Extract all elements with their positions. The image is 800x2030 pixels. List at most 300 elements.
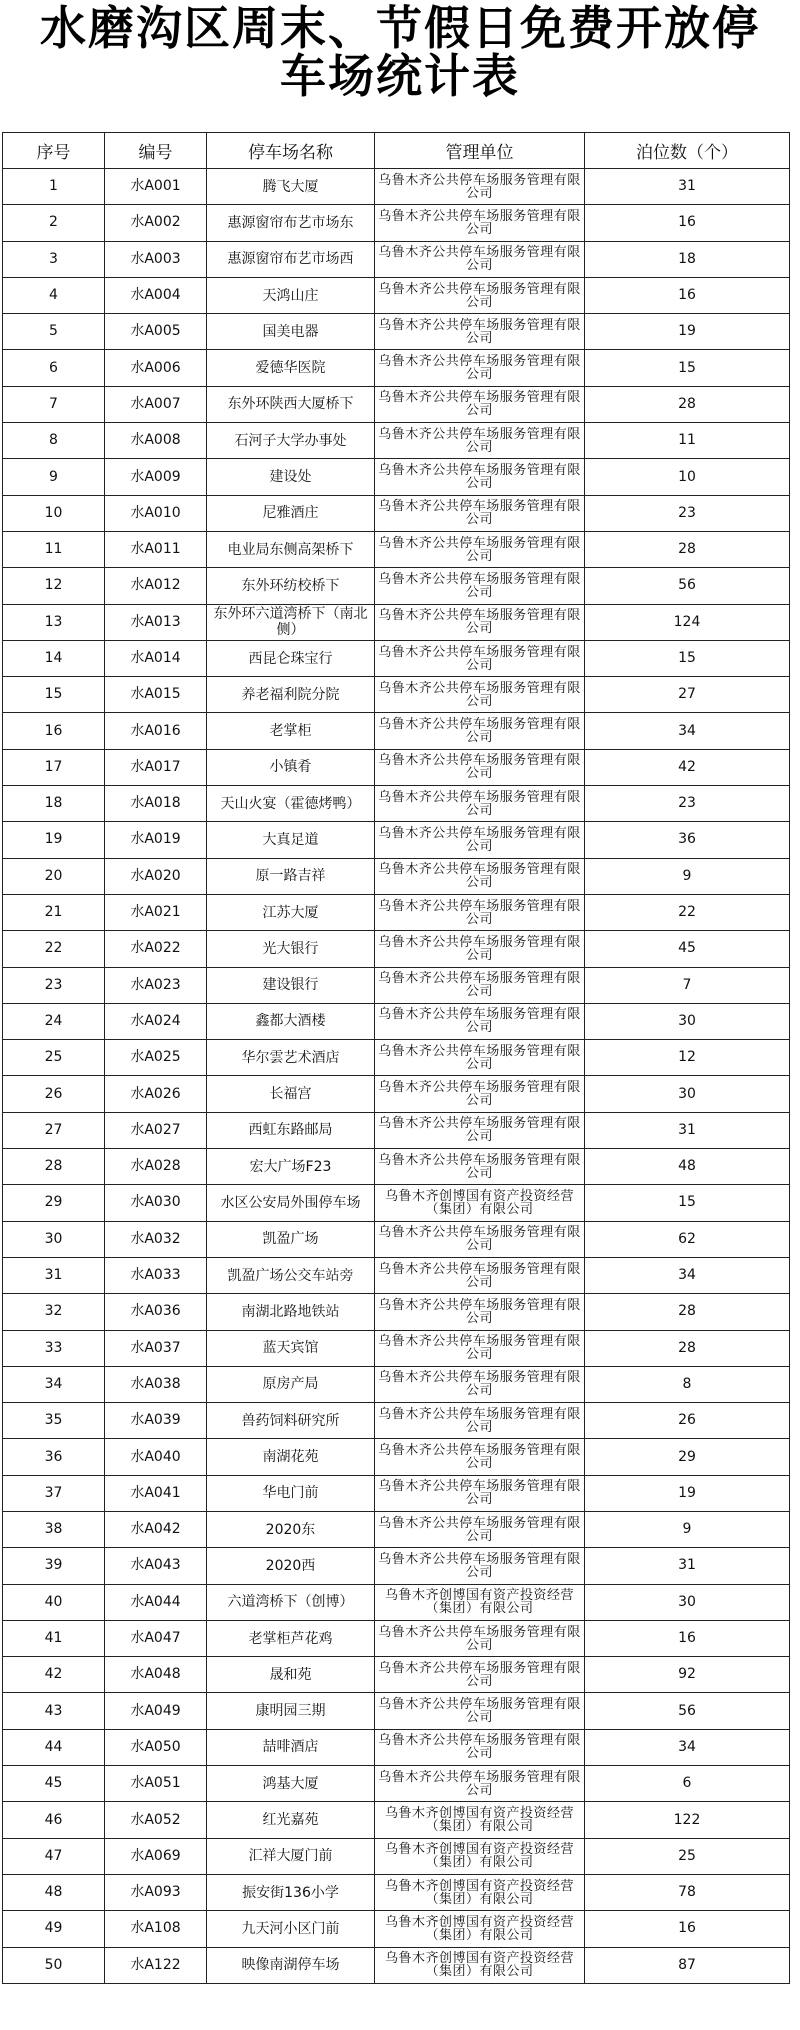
cell-spaces: 36	[585, 822, 790, 858]
table-row	[3, 241, 790, 277]
cell-spaces: 15	[585, 1185, 790, 1221]
cell-spaces: 29	[585, 1439, 790, 1475]
table-row	[3, 1040, 790, 1076]
cell-spaces: 122	[585, 1802, 790, 1838]
cell-name: 爱德华医院	[207, 350, 375, 386]
cell-name: 老掌柜	[207, 713, 375, 749]
cell-manager: 乌鲁木齐创博国有资产投资经营（集团）有限公司	[375, 1874, 585, 1910]
cell-code: 水A013	[105, 604, 207, 640]
cell-seq: 28	[3, 1149, 105, 1185]
cell-seq: 50	[3, 1947, 105, 1983]
cell-code: 水A009	[105, 459, 207, 495]
cell-code: 水A006	[105, 350, 207, 386]
cell-seq: 48	[3, 1874, 105, 1910]
cell-seq: 4	[3, 277, 105, 313]
table-row	[3, 1657, 790, 1693]
table-row	[3, 277, 790, 313]
cell-spaces: 30	[585, 1584, 790, 1620]
table-row	[3, 1366, 790, 1402]
title-line-1: 水磨沟区周末、节假日免费开放停	[40, 1, 760, 55]
table-row	[3, 858, 790, 894]
cell-spaces: 28	[585, 1294, 790, 1330]
cell-manager: 乌鲁木齐公共停车场服务管理有限公司	[375, 459, 585, 495]
cell-spaces: 10	[585, 459, 790, 495]
parking-table	[2, 132, 790, 1984]
table-row	[3, 423, 790, 459]
cell-code: 水A032	[105, 1221, 207, 1257]
table-row	[3, 531, 790, 567]
cell-seq: 16	[3, 713, 105, 749]
cell-manager: 乌鲁木齐公共停车场服务管理有限公司	[375, 1475, 585, 1511]
table-row	[3, 1874, 790, 1910]
cell-code: 水A005	[105, 314, 207, 350]
cell-spaces: 56	[585, 1693, 790, 1729]
cell-spaces: 19	[585, 314, 790, 350]
table-row	[3, 386, 790, 422]
cell-spaces: 27	[585, 677, 790, 713]
cell-code: 水A036	[105, 1294, 207, 1330]
cell-spaces: 78	[585, 1874, 790, 1910]
table-row	[3, 931, 790, 967]
cell-code: 水A050	[105, 1729, 207, 1765]
table-row	[3, 604, 790, 640]
cell-name: 尼雅酒庄	[207, 495, 375, 531]
cell-spaces: 26	[585, 1403, 790, 1439]
cell-manager: 乌鲁木齐公共停车场服务管理有限公司	[375, 1366, 585, 1402]
cell-spaces: 23	[585, 786, 790, 822]
cell-manager: 乌鲁木齐公共停车场服务管理有限公司	[375, 495, 585, 531]
cell-manager: 乌鲁木齐创博国有资产投资经营（集团）有限公司	[375, 1911, 585, 1947]
cell-code: 水A040	[105, 1439, 207, 1475]
cell-name: 水区公安局外围停车场	[207, 1185, 375, 1221]
table-row	[3, 967, 790, 1003]
cell-spaces: 28	[585, 531, 790, 567]
cell-code: 水A020	[105, 858, 207, 894]
cell-manager: 乌鲁木齐公共停车场服务管理有限公司	[375, 604, 585, 640]
cell-code: 水A038	[105, 1366, 207, 1402]
cell-seq: 12	[3, 568, 105, 604]
cell-spaces: 30	[585, 1076, 790, 1112]
cell-manager: 乌鲁木齐公共停车场服务管理有限公司	[375, 858, 585, 894]
cell-seq: 35	[3, 1403, 105, 1439]
cell-manager: 乌鲁木齐创博国有资产投资经营（集团）有限公司	[375, 1802, 585, 1838]
cell-manager: 乌鲁木齐创博国有资产投资经营（集团）有限公司	[375, 1838, 585, 1874]
table-row	[3, 1584, 790, 1620]
table-row	[3, 350, 790, 386]
cell-seq: 26	[3, 1076, 105, 1112]
cell-seq: 45	[3, 1766, 105, 1802]
cell-name: 南湖花苑	[207, 1439, 375, 1475]
cell-manager: 乌鲁木齐公共停车场服务管理有限公司	[375, 1221, 585, 1257]
cell-code: 水A021	[105, 894, 207, 930]
cell-spaces: 16	[585, 277, 790, 313]
table-row	[3, 1620, 790, 1656]
cell-seq: 14	[3, 640, 105, 676]
cell-code: 水A043	[105, 1548, 207, 1584]
cell-spaces: 31	[585, 169, 790, 205]
cell-spaces: 7	[585, 967, 790, 1003]
cell-manager: 乌鲁木齐公共停车场服务管理有限公司	[375, 1403, 585, 1439]
cell-name: 建设处	[207, 459, 375, 495]
cell-code: 水A026	[105, 1076, 207, 1112]
table-row	[3, 1257, 790, 1293]
cell-code: 水A022	[105, 931, 207, 967]
cell-code: 水A108	[105, 1911, 207, 1947]
cell-seq: 33	[3, 1330, 105, 1366]
cell-code: 水A007	[105, 386, 207, 422]
cell-seq: 40	[3, 1584, 105, 1620]
cell-seq: 9	[3, 459, 105, 495]
cell-seq: 25	[3, 1040, 105, 1076]
cell-name: 原房产局	[207, 1366, 375, 1402]
cell-code: 水A037	[105, 1330, 207, 1366]
cell-manager: 乌鲁木齐公共停车场服务管理有限公司	[375, 1330, 585, 1366]
cell-code: 水A049	[105, 1693, 207, 1729]
table-body	[3, 169, 790, 1984]
table-row	[3, 1838, 790, 1874]
cell-seq: 21	[3, 894, 105, 930]
cell-seq: 23	[3, 967, 105, 1003]
table-row	[3, 749, 790, 785]
table-row	[3, 1911, 790, 1947]
cell-seq: 36	[3, 1439, 105, 1475]
cell-seq: 37	[3, 1475, 105, 1511]
cell-manager: 乌鲁木齐公共停车场服务管理有限公司	[375, 1003, 585, 1039]
cell-spaces: 8	[585, 1366, 790, 1402]
table-row	[3, 677, 790, 713]
cell-spaces: 25	[585, 1838, 790, 1874]
cell-seq: 39	[3, 1548, 105, 1584]
cell-name: 石河子大学办事处	[207, 423, 375, 459]
cell-manager: 乌鲁木齐公共停车场服务管理有限公司	[375, 205, 585, 241]
cell-spaces: 56	[585, 568, 790, 604]
cell-name: 晟和苑	[207, 1657, 375, 1693]
table-row	[3, 822, 790, 858]
cell-name: 九天河小区门前	[207, 1911, 375, 1947]
table-row	[3, 1802, 790, 1838]
cell-seq: 24	[3, 1003, 105, 1039]
cell-spaces: 6	[585, 1766, 790, 1802]
cell-spaces: 11	[585, 423, 790, 459]
cell-spaces: 87	[585, 1947, 790, 1983]
table-row	[3, 205, 790, 241]
cell-name: 华尔雲艺术酒店	[207, 1040, 375, 1076]
cell-code: 水A033	[105, 1257, 207, 1293]
cell-spaces: 31	[585, 1112, 790, 1148]
cell-code: 水A004	[105, 277, 207, 313]
cell-spaces: 19	[585, 1475, 790, 1511]
cell-seq: 43	[3, 1693, 105, 1729]
cell-seq: 29	[3, 1185, 105, 1221]
header-spaces: 泊位数（个）	[585, 133, 790, 169]
cell-name: 蓝天宾馆	[207, 1330, 375, 1366]
cell-code: 水A015	[105, 677, 207, 713]
table-row	[3, 495, 790, 531]
cell-code: 水A010	[105, 495, 207, 531]
cell-seq: 44	[3, 1729, 105, 1765]
table-row	[3, 713, 790, 749]
cell-name: 建设银行	[207, 967, 375, 1003]
cell-spaces: 30	[585, 1003, 790, 1039]
table-row	[3, 1729, 790, 1765]
table-row	[3, 1766, 790, 1802]
cell-name: 凯盈广场公交车站旁	[207, 1257, 375, 1293]
cell-spaces: 62	[585, 1221, 790, 1257]
cell-name: 宏大广场F23	[207, 1149, 375, 1185]
cell-code: 水A018	[105, 786, 207, 822]
cell-spaces: 9	[585, 858, 790, 894]
table-row	[3, 459, 790, 495]
cell-spaces: 34	[585, 1729, 790, 1765]
cell-name: 鑫都大酒楼	[207, 1003, 375, 1039]
cell-seq: 22	[3, 931, 105, 967]
cell-manager: 乌鲁木齐公共停车场服务管理有限公司	[375, 640, 585, 676]
cell-code: 水A019	[105, 822, 207, 858]
cell-manager: 乌鲁木齐公共停车场服务管理有限公司	[375, 1439, 585, 1475]
table-row	[3, 1112, 790, 1148]
cell-seq: 41	[3, 1620, 105, 1656]
cell-manager: 乌鲁木齐公共停车场服务管理有限公司	[375, 1693, 585, 1729]
table-row	[3, 568, 790, 604]
cell-name: 惠源窗帘布艺市场西	[207, 241, 375, 277]
cell-code: 水A093	[105, 1874, 207, 1910]
cell-manager: 乌鲁木齐公共停车场服务管理有限公司	[375, 1294, 585, 1330]
cell-seq: 10	[3, 495, 105, 531]
cell-spaces: 22	[585, 894, 790, 930]
cell-manager: 乌鲁木齐公共停车场服务管理有限公司	[375, 967, 585, 1003]
cell-seq: 42	[3, 1657, 105, 1693]
cell-seq: 2	[3, 205, 105, 241]
cell-name: 西昆仑珠宝行	[207, 640, 375, 676]
table-row	[3, 1548, 790, 1584]
cell-spaces: 42	[585, 749, 790, 785]
cell-seq: 47	[3, 1838, 105, 1874]
table-row	[3, 894, 790, 930]
cell-manager: 乌鲁木齐公共停车场服务管理有限公司	[375, 169, 585, 205]
cell-name: 电业局东侧高架桥下	[207, 531, 375, 567]
table-row	[3, 1003, 790, 1039]
cell-name: 鸿基大厦	[207, 1766, 375, 1802]
cell-name: 南湖北路地铁站	[207, 1294, 375, 1330]
table-row	[3, 1693, 790, 1729]
cell-code: 水A042	[105, 1511, 207, 1547]
cell-code: 水A012	[105, 568, 207, 604]
cell-spaces: 45	[585, 931, 790, 967]
cell-seq: 5	[3, 314, 105, 350]
cell-code: 水A122	[105, 1947, 207, 1983]
cell-spaces: 28	[585, 386, 790, 422]
cell-name: 凯盈广场	[207, 1221, 375, 1257]
cell-seq: 17	[3, 749, 105, 785]
cell-seq: 15	[3, 677, 105, 713]
cell-seq: 6	[3, 350, 105, 386]
cell-manager: 乌鲁木齐公共停车场服务管理有限公司	[375, 1766, 585, 1802]
cell-spaces: 12	[585, 1040, 790, 1076]
cell-name: 腾飞大厦	[207, 169, 375, 205]
cell-code: 水A016	[105, 713, 207, 749]
cell-manager: 乌鲁木齐公共停车场服务管理有限公司	[375, 1257, 585, 1293]
cell-manager: 乌鲁木齐公共停车场服务管理有限公司	[375, 1511, 585, 1547]
cell-manager: 乌鲁木齐公共停车场服务管理有限公司	[375, 1112, 585, 1148]
cell-seq: 31	[3, 1257, 105, 1293]
header-code: 编号	[105, 133, 207, 169]
cell-seq: 7	[3, 386, 105, 422]
cell-name: 光大银行	[207, 931, 375, 967]
cell-code: 水A041	[105, 1475, 207, 1511]
cell-manager: 乌鲁木齐公共停车场服务管理有限公司	[375, 677, 585, 713]
cell-manager: 乌鲁木齐公共停车场服务管理有限公司	[375, 749, 585, 785]
cell-manager: 乌鲁木齐创博国有资产投资经营（集团）有限公司	[375, 1947, 585, 1983]
cell-spaces: 124	[585, 604, 790, 640]
cell-name: 2020东	[207, 1511, 375, 1547]
cell-spaces: 9	[585, 1511, 790, 1547]
cell-spaces: 34	[585, 713, 790, 749]
cell-manager: 乌鲁木齐公共停车场服务管理有限公司	[375, 1620, 585, 1656]
cell-code: 水A047	[105, 1620, 207, 1656]
cell-name: 汇祥大厦门前	[207, 1838, 375, 1874]
cell-manager: 乌鲁木齐公共停车场服务管理有限公司	[375, 241, 585, 277]
cell-name: 东外环六道湾桥下（南北侧）	[207, 604, 375, 640]
parking-table-container	[2, 132, 789, 1984]
cell-manager: 乌鲁木齐公共停车场服务管理有限公司	[375, 822, 585, 858]
cell-manager: 乌鲁木齐创博国有资产投资经营（集团）有限公司	[375, 1185, 585, 1221]
table-row	[3, 169, 790, 205]
cell-name: 养老福利院分院	[207, 677, 375, 713]
table-row	[3, 640, 790, 676]
cell-code: 水A028	[105, 1149, 207, 1185]
cell-manager: 乌鲁木齐公共停车场服务管理有限公司	[375, 1040, 585, 1076]
header-manager: 管理单位	[375, 133, 585, 169]
cell-spaces: 34	[585, 1257, 790, 1293]
cell-manager: 乌鲁木齐公共停车场服务管理有限公司	[375, 1548, 585, 1584]
cell-seq: 1	[3, 169, 105, 205]
cell-code: 水A002	[105, 205, 207, 241]
cell-code: 水A039	[105, 1403, 207, 1439]
document-title	[0, 0, 800, 130]
cell-manager: 乌鲁木齐公共停车场服务管理有限公司	[375, 1729, 585, 1765]
table-row	[3, 1403, 790, 1439]
cell-spaces: 31	[585, 1548, 790, 1584]
cell-name: 天鸿山庄	[207, 277, 375, 313]
table-row	[3, 314, 790, 350]
cell-manager: 乌鲁木齐公共停车场服务管理有限公司	[375, 277, 585, 313]
cell-name: 东外环纺校桥下	[207, 568, 375, 604]
header-name: 停车场名称	[207, 133, 375, 169]
cell-code: 水A052	[105, 1802, 207, 1838]
cell-code: 水A027	[105, 1112, 207, 1148]
cell-manager: 乌鲁木齐公共停车场服务管理有限公司	[375, 350, 585, 386]
cell-code: 水A023	[105, 967, 207, 1003]
cell-manager: 乌鲁木齐公共停车场服务管理有限公司	[375, 568, 585, 604]
cell-spaces: 15	[585, 640, 790, 676]
cell-manager: 乌鲁木齐公共停车场服务管理有限公司	[375, 314, 585, 350]
cell-code: 水A008	[105, 423, 207, 459]
cell-seq: 30	[3, 1221, 105, 1257]
cell-manager: 乌鲁木齐公共停车场服务管理有限公司	[375, 786, 585, 822]
cell-name: 国美电器	[207, 314, 375, 350]
table-row	[3, 1294, 790, 1330]
cell-seq: 13	[3, 604, 105, 640]
cell-code: 水A024	[105, 1003, 207, 1039]
cell-spaces: 48	[585, 1149, 790, 1185]
cell-seq: 27	[3, 1112, 105, 1148]
cell-code: 水A014	[105, 640, 207, 676]
cell-spaces: 16	[585, 1911, 790, 1947]
table-row	[3, 1439, 790, 1475]
cell-name: 康明园三期	[207, 1693, 375, 1729]
cell-spaces: 15	[585, 350, 790, 386]
cell-code: 水A003	[105, 241, 207, 277]
table-header-row	[3, 133, 790, 169]
cell-name: 喆啡酒店	[207, 1729, 375, 1765]
cell-name: 东外环陕西大厦桥下	[207, 386, 375, 422]
cell-manager: 乌鲁木齐公共停车场服务管理有限公司	[375, 713, 585, 749]
cell-manager: 乌鲁木齐公共停车场服务管理有限公司	[375, 1076, 585, 1112]
cell-seq: 38	[3, 1511, 105, 1547]
cell-spaces: 16	[585, 1620, 790, 1656]
cell-name: 红光嘉苑	[207, 1802, 375, 1838]
cell-name: 小镇肴	[207, 749, 375, 785]
cell-manager: 乌鲁木齐公共停车场服务管理有限公司	[375, 894, 585, 930]
cell-name: 2020西	[207, 1548, 375, 1584]
cell-code: 水A048	[105, 1657, 207, 1693]
cell-name: 长福宫	[207, 1076, 375, 1112]
cell-spaces: 28	[585, 1330, 790, 1366]
cell-name: 六道湾桥下（创博）	[207, 1584, 375, 1620]
cell-name: 西虹东路邮局	[207, 1112, 375, 1148]
cell-name: 老掌柜芦花鸡	[207, 1620, 375, 1656]
cell-spaces: 18	[585, 241, 790, 277]
cell-name: 大真足道	[207, 822, 375, 858]
cell-manager: 乌鲁木齐创博国有资产投资经营（集团）有限公司	[375, 1584, 585, 1620]
cell-seq: 34	[3, 1366, 105, 1402]
cell-seq: 18	[3, 786, 105, 822]
cell-name: 振安街136小学	[207, 1874, 375, 1910]
cell-manager: 乌鲁木齐公共停车场服务管理有限公司	[375, 531, 585, 567]
cell-seq: 32	[3, 1294, 105, 1330]
table-row	[3, 1330, 790, 1366]
title-line-2: 车场统计表	[280, 49, 520, 103]
cell-name: 华电门前	[207, 1475, 375, 1511]
cell-name: 天山火宴（霍德烤鸭）	[207, 786, 375, 822]
cell-manager: 乌鲁木齐公共停车场服务管理有限公司	[375, 1657, 585, 1693]
cell-manager: 乌鲁木齐公共停车场服务管理有限公司	[375, 386, 585, 422]
cell-seq: 46	[3, 1802, 105, 1838]
table-row	[3, 1947, 790, 1983]
cell-name: 原一路吉祥	[207, 858, 375, 894]
table-row	[3, 786, 790, 822]
cell-seq: 19	[3, 822, 105, 858]
cell-name: 惠源窗帘布艺市场东	[207, 205, 375, 241]
table-row	[3, 1185, 790, 1221]
cell-manager: 乌鲁木齐公共停车场服务管理有限公司	[375, 931, 585, 967]
cell-seq: 8	[3, 423, 105, 459]
cell-seq: 11	[3, 531, 105, 567]
table-row	[3, 1076, 790, 1112]
cell-code: 水A069	[105, 1838, 207, 1874]
cell-seq: 3	[3, 241, 105, 277]
cell-code: 水A044	[105, 1584, 207, 1620]
table-row	[3, 1511, 790, 1547]
cell-code: 水A017	[105, 749, 207, 785]
cell-spaces: 16	[585, 205, 790, 241]
cell-code: 水A025	[105, 1040, 207, 1076]
cell-code: 水A011	[105, 531, 207, 567]
table-row	[3, 1475, 790, 1511]
cell-name: 兽药饲料研究所	[207, 1403, 375, 1439]
cell-code: 水A051	[105, 1766, 207, 1802]
cell-spaces: 23	[585, 495, 790, 531]
